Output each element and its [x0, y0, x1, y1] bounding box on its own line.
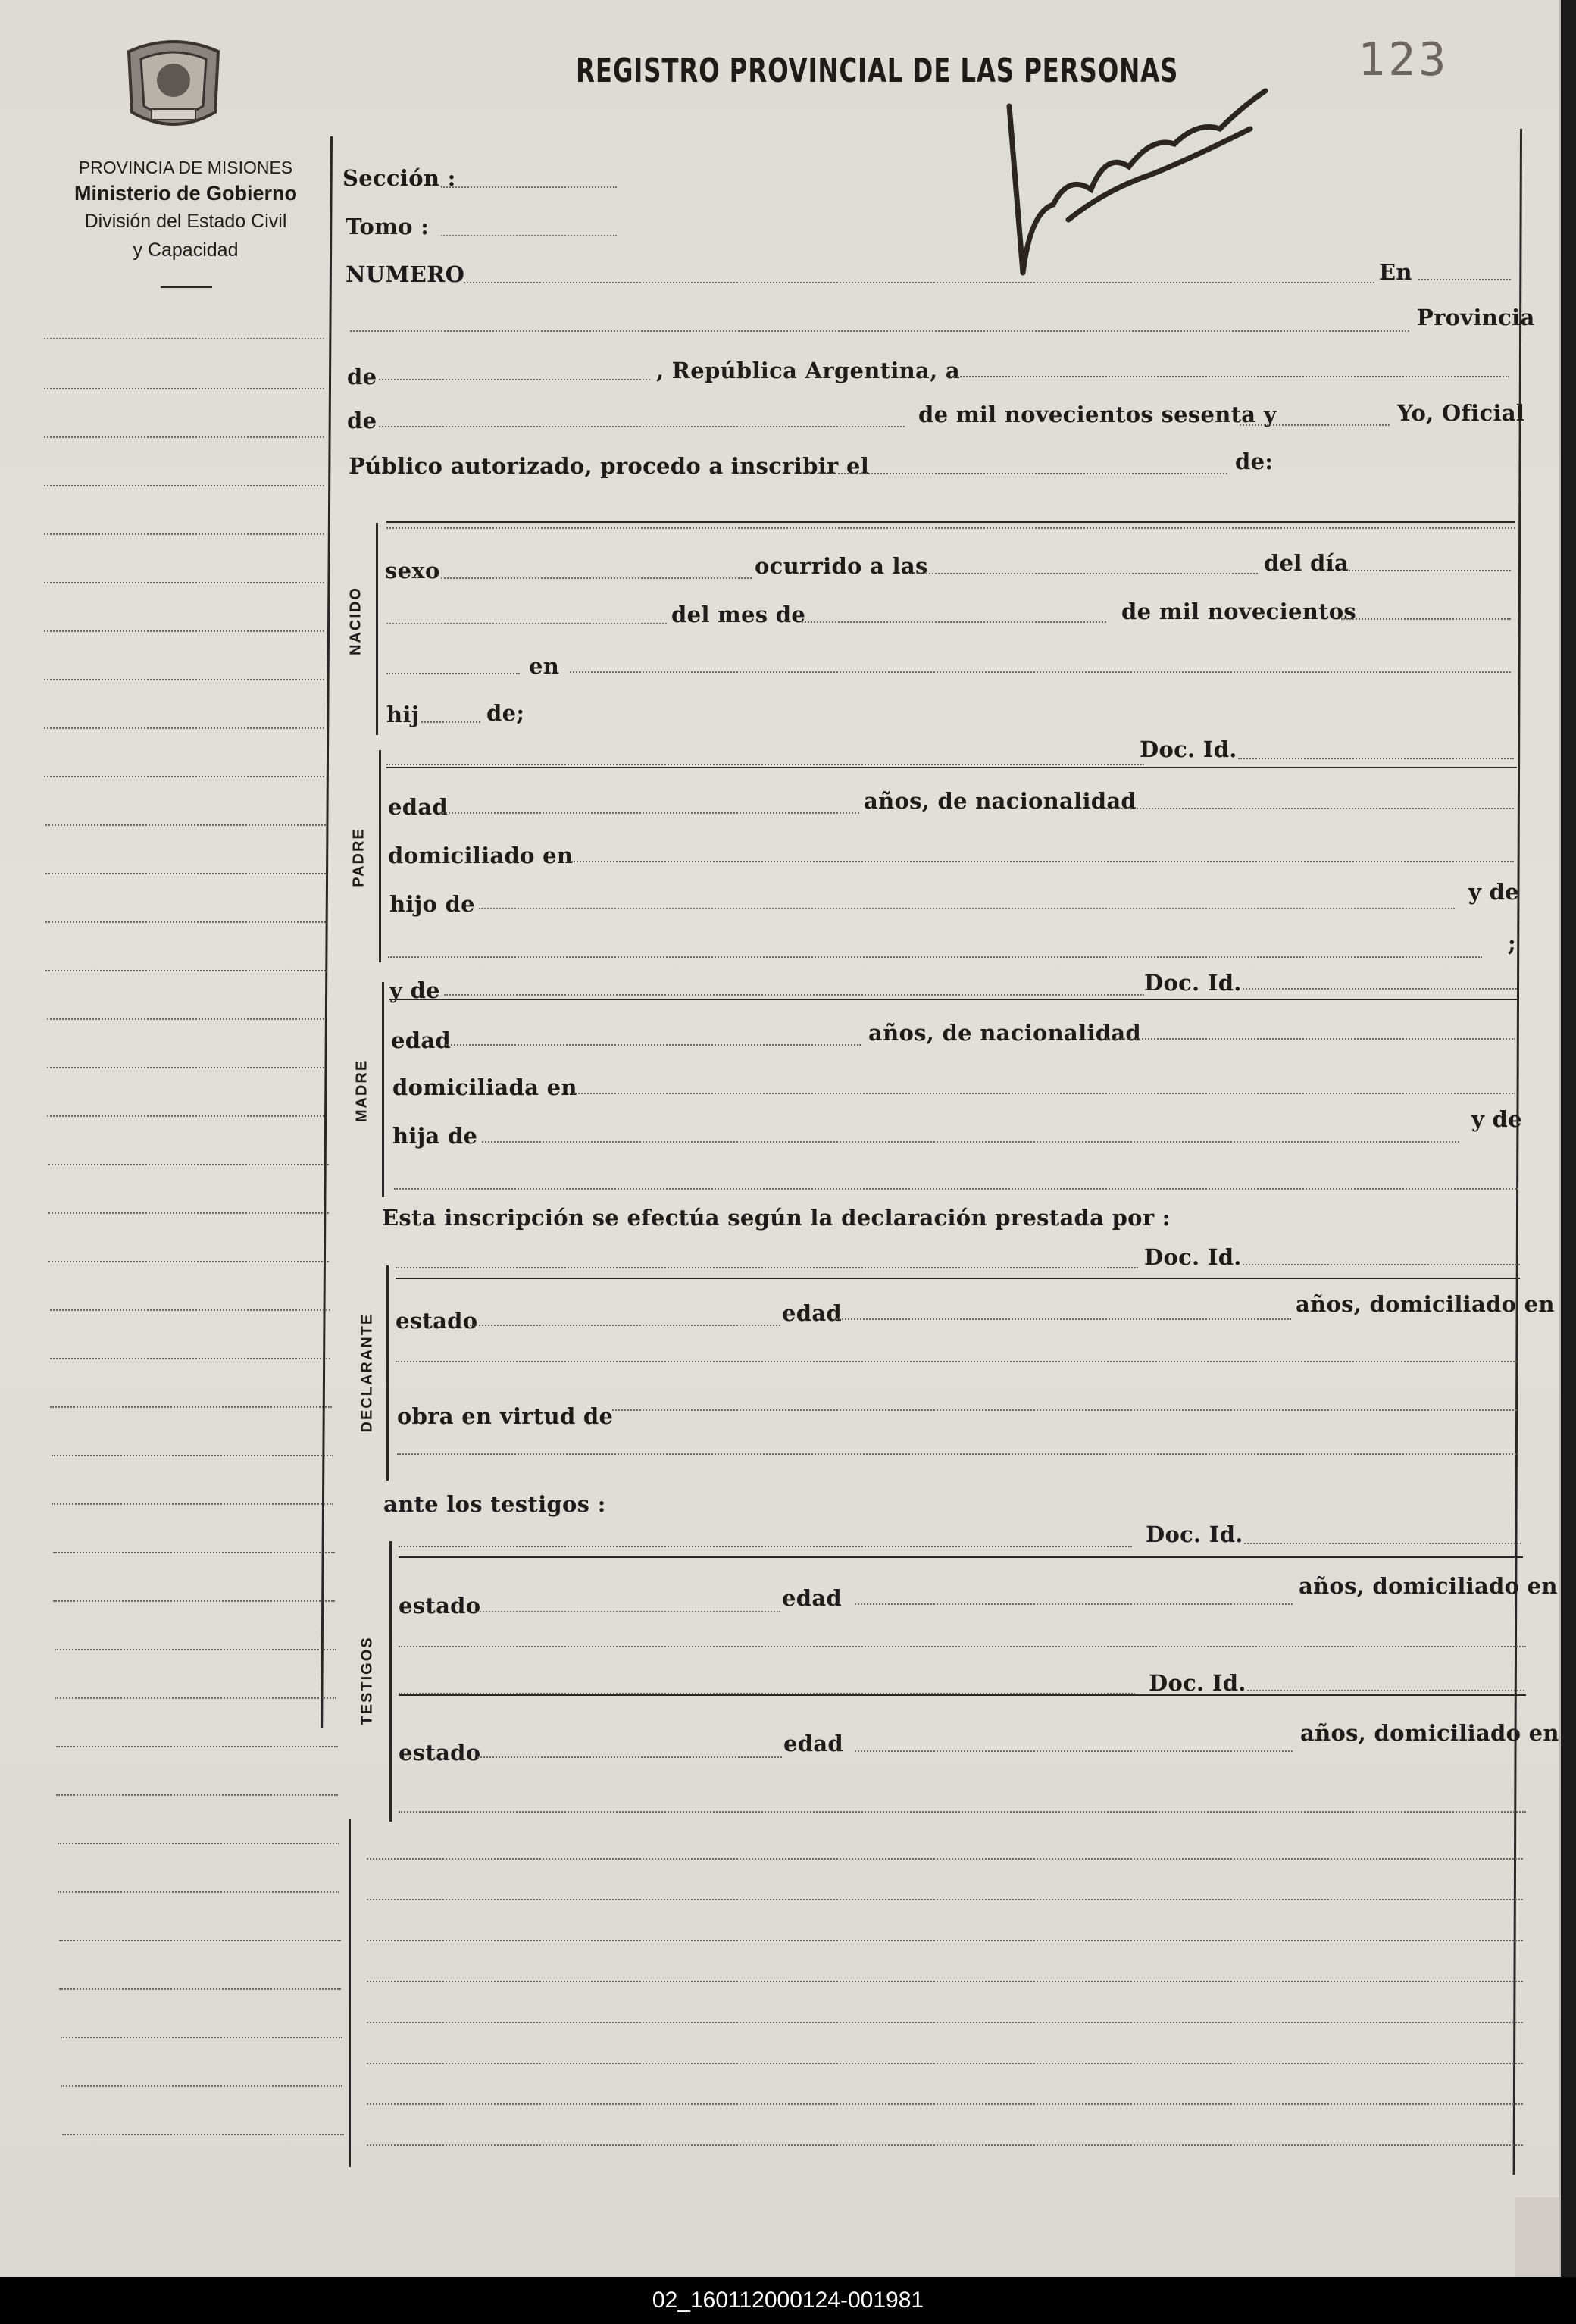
testigo1-name-field[interactable] [399, 1546, 1132, 1547]
testigo1-doc-field[interactable] [1244, 1543, 1521, 1544]
page-corner [1515, 2197, 1559, 2277]
declarante-estado-field[interactable] [470, 1325, 780, 1326]
inscripcion-field[interactable] [817, 473, 1227, 474]
madre-yde-field[interactable] [394, 1188, 1518, 1190]
padre-name-field[interactable] [386, 764, 1144, 765]
testigo2-estado-field[interactable] [477, 1756, 782, 1758]
testigo2-edad-label: edad [783, 1731, 843, 1756]
ministry-name: Ministerio de Gobierno [73, 182, 298, 205]
madre-nacionalidad-label: años, de nacionalidad [868, 1020, 1142, 1046]
padre-yde-label: y de [1468, 879, 1519, 905]
madre-doc-label: Doc. Id. [1144, 970, 1242, 996]
de-colon-label: de: [1235, 449, 1274, 474]
madre-section-label: MADRE [353, 1059, 371, 1123]
testigos-intro: ante los testigos : [383, 1491, 606, 1517]
padre-hijo-field[interactable] [479, 908, 1455, 909]
testigo2-edad-field[interactable] [855, 1750, 1293, 1752]
madre-bracket [382, 982, 384, 1197]
page-title: REGISTRO PROVINCIAL DE LAS PERSONAS [576, 52, 1179, 90]
left-lower-rule [349, 1819, 351, 2167]
declarante-doc-label: Doc. Id. [1144, 1244, 1242, 1270]
testigo1-estado-label: estado [399, 1593, 481, 1619]
seccion-label: Sección : [342, 165, 456, 191]
padre-edad-field[interactable] [439, 812, 859, 814]
seccion-field[interactable] [441, 186, 617, 188]
numero-field[interactable] [464, 282, 1374, 283]
header-underline [161, 286, 212, 288]
testigo1-estado-field[interactable] [474, 1611, 780, 1612]
declarante-estado-label: estado [396, 1308, 478, 1334]
right-main-rule [1513, 129, 1522, 2175]
declarante-edad-field[interactable] [836, 1318, 1291, 1320]
testigo1-edad-label: edad [782, 1585, 842, 1611]
nacido-name-line [386, 521, 1515, 523]
province-name: PROVINCIA DE MISIONES [78, 158, 293, 177]
declarante-anos-label: años, domiciliado en [1296, 1291, 1555, 1317]
declarante-obra-field-2[interactable] [397, 1453, 1518, 1455]
tomo-label: Tomo : [346, 214, 430, 239]
madre-edad-field[interactable] [446, 1044, 861, 1046]
hij-label: hij [386, 702, 420, 727]
testigo1-top-line [399, 1556, 1523, 1558]
hora-field[interactable] [911, 573, 1258, 574]
del-dia-label: del día [1264, 550, 1349, 576]
nacido-line-3a[interactable] [386, 673, 520, 674]
testigo1-edad-field[interactable] [855, 1603, 1293, 1605]
declaracion-text: Esta inscripción se efectúa según la declaración prestada por : [382, 1205, 1171, 1231]
page-number: 123 [1358, 33, 1449, 86]
declarante-obra-label: obra en virtud de [397, 1403, 614, 1429]
madre-yde-label: y de [1471, 1106, 1522, 1132]
testigo2-doc-label: Doc. Id. [1149, 1670, 1246, 1696]
publico-label: Público autorizado, procedo a inscribir el [349, 453, 870, 479]
testigos-section-label: TESTIGOS [358, 1636, 376, 1725]
division-name-line1: División del Estado Civil [84, 211, 287, 232]
madre-top-line [389, 999, 1518, 1000]
testigo2-top-line [399, 1694, 1526, 1696]
testigo1-domicilio-field[interactable] [399, 1646, 1526, 1647]
padre-hijo-label: hijo de [389, 891, 475, 917]
de-label-2: de [347, 408, 377, 433]
handwritten-signature [1000, 61, 1288, 288]
testigo2-anos-label: años, domiciliado en [1300, 1720, 1559, 1746]
novecientos-sesenta-label: de mil novecientos sesenta y [918, 402, 1277, 427]
provincia-label: Provincia [1417, 305, 1535, 330]
mes-nac-field[interactable] [802, 621, 1106, 623]
madre-domicilio-field[interactable] [573, 1093, 1515, 1094]
padre-doc-label: Doc. Id. [1140, 737, 1237, 762]
madre-hija-field[interactable] [482, 1141, 1459, 1143]
en-nacido-label: en [529, 653, 560, 679]
padre-domicilio-field[interactable] [571, 861, 1514, 862]
image-id-footer: 02_160112000124-001981 [0, 2277, 1576, 2324]
declarante-edad-label: edad [782, 1300, 842, 1326]
lugar-field[interactable] [350, 330, 1409, 332]
padre-yde-field[interactable] [388, 956, 1482, 958]
left-main-rule [321, 136, 333, 1728]
testigo1-anos-label: años, domiciliado en [1299, 1573, 1558, 1599]
fecha-field[interactable] [952, 376, 1509, 377]
madre-name-field[interactable] [444, 994, 1144, 996]
madre-edad-label: edad [391, 1028, 451, 1053]
declarante-doc-field[interactable] [1243, 1264, 1520, 1265]
dia-field[interactable] [1349, 570, 1511, 571]
provincial-seal-emblem [121, 36, 226, 133]
tomo-field[interactable] [441, 235, 617, 236]
nacido-bracket [376, 523, 378, 735]
mil-novecientos-label: de mil novecientos [1121, 599, 1357, 624]
padre-domicilio-label: domiciliado en [388, 843, 574, 868]
de-field-1[interactable] [379, 379, 650, 380]
declarante-name-field[interactable] [396, 1267, 1138, 1268]
testigo2-domicilio-field[interactable] [399, 1811, 1526, 1813]
de-label-1: de [347, 364, 377, 389]
padre-top-line [386, 767, 1517, 768]
declarante-bracket [386, 1265, 389, 1481]
ocurrido-label: ocurrido a las [755, 553, 928, 579]
republica-label: , República Argentina, a [656, 358, 961, 383]
testigo2-doc-field[interactable] [1247, 1690, 1524, 1691]
division-name-line2: y Capacidad [133, 239, 239, 261]
hij-field[interactable] [421, 721, 480, 723]
testigo1-doc-label: Doc. Id. [1146, 1522, 1243, 1547]
numero-label: NUMERO [346, 261, 465, 287]
anio-nac-field[interactable] [1341, 618, 1511, 620]
padre-nacionalidad-field[interactable] [1106, 808, 1514, 809]
testigos-bracket [389, 1541, 392, 1822]
madre-nacionalidad-field[interactable] [1106, 1038, 1515, 1040]
yo-oficial-label: Yo, Oficial [1397, 400, 1525, 426]
hij-de-label: de; [486, 700, 525, 726]
del-mes-label: del mes de [671, 602, 806, 627]
mes-field[interactable] [379, 426, 905, 427]
madre-domicilio-label: domiciliada en [392, 1074, 577, 1100]
declarante-domicilio-field[interactable] [396, 1361, 1517, 1362]
madre-yde-top-label: y de [389, 977, 440, 1003]
sexo-field[interactable] [441, 577, 752, 579]
en-label: En [1379, 259, 1412, 285]
madre-hija-label: hija de [392, 1123, 478, 1149]
lugar-nac-field[interactable] [570, 671, 1511, 673]
padre-doc-field[interactable] [1238, 758, 1514, 759]
declarante-obra-field[interactable] [612, 1409, 1517, 1411]
nacido-name-dotline[interactable] [386, 527, 1515, 529]
nacido-line-2[interactable] [386, 623, 667, 624]
en-field[interactable] [1418, 279, 1511, 280]
declarante-top-line [396, 1278, 1520, 1279]
declarante-section-label: DECLARANTE [358, 1312, 376, 1433]
padre-nacionalidad-label: años, de nacionalidad [864, 788, 1137, 814]
padre-section-label: PADRE [350, 827, 367, 887]
padre-edad-label: edad [388, 794, 448, 820]
sexo-label: sexo [385, 558, 440, 583]
anio-field[interactable] [1240, 424, 1390, 426]
madre-doc-field[interactable] [1243, 988, 1517, 990]
padre-semicolon: ; [1508, 931, 1517, 956]
padre-bracket [379, 750, 381, 962]
testigo2-estado-label: estado [399, 1740, 481, 1766]
nacido-section-label: NACIDO [347, 586, 364, 655]
